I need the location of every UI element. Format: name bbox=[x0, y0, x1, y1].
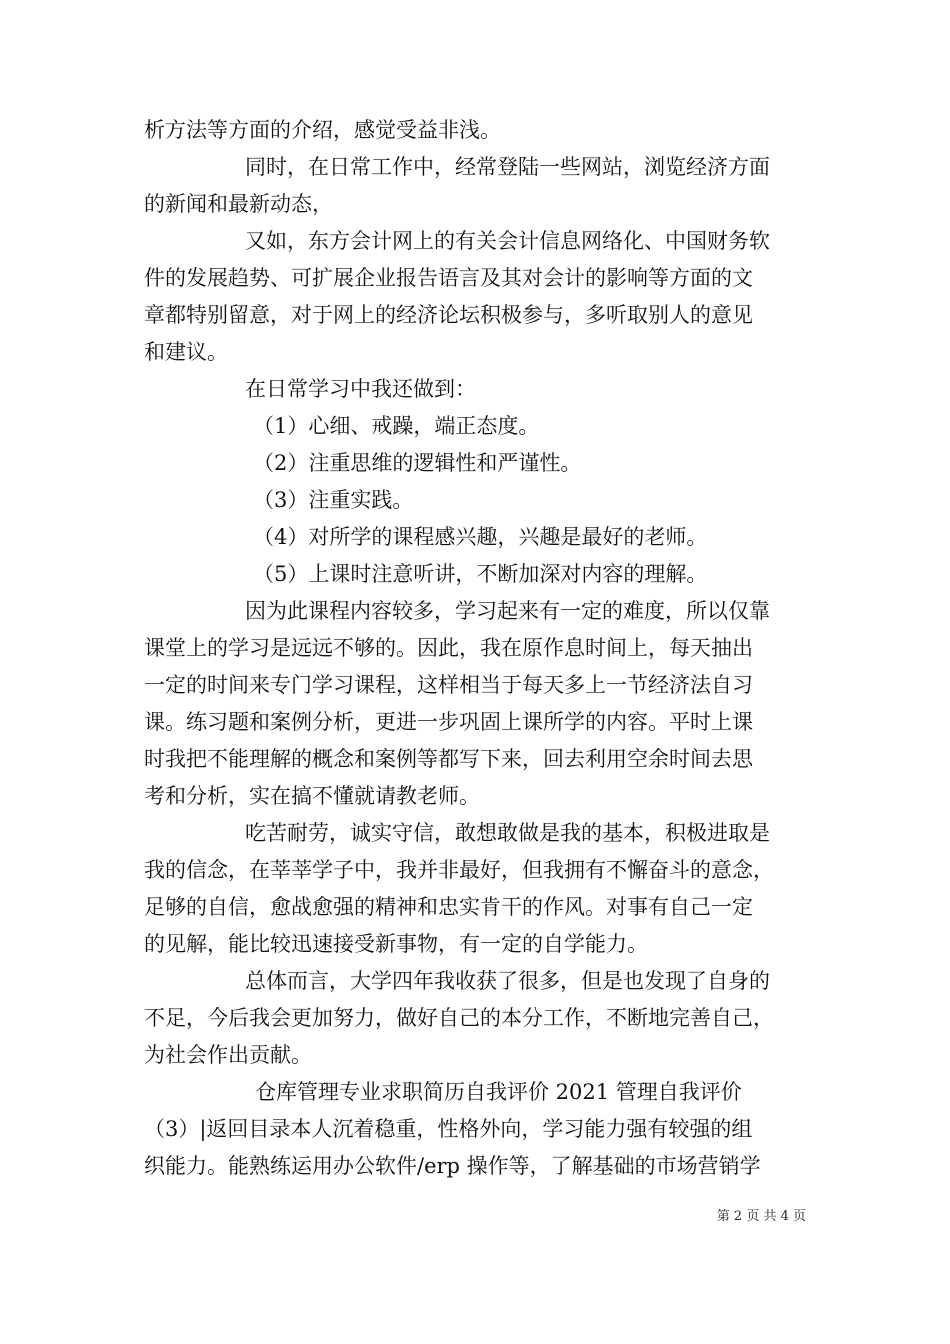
text-line: 考和分析，实在搞不懂就请教老师。 bbox=[144, 784, 480, 808]
text-line: 吃苦耐劳，诚实守信，敢想敢做是我的基本，积极进取是 bbox=[245, 821, 770, 845]
text-line: （5）上课时注意听讲，不断加深对内容的理解。 bbox=[253, 562, 708, 586]
text-line: 的见解，能比较迅速接受新事物，有一定的自学能力。 bbox=[144, 932, 648, 956]
text-line: 仓库管理专业求职简历自我评价 2021 管理自我评价 bbox=[255, 1080, 742, 1104]
text-line: 和建议。 bbox=[144, 340, 228, 364]
text-line: 同时，在日常工作中，经常登陆一些网站，浏览经济方面 bbox=[245, 155, 770, 179]
text-line: （1）心细、戒躁，端正态度。 bbox=[253, 414, 540, 438]
text-line: 件的发展趋势、可扩展企业报告语言及其对会计的影响等方面的文 bbox=[144, 266, 753, 290]
document-body bbox=[144, 112, 806, 1185]
text-line: 一定的时间来专门学习课程，这样相当于每天多上一节经济法自习 bbox=[144, 673, 753, 697]
text-line: 析方法等方面的介绍，感觉受益非浅。 bbox=[144, 118, 501, 142]
text-line: 我的信念，在莘莘学子中，我并非最好，但我拥有不懈奋斗的意念， bbox=[144, 858, 774, 882]
text-line: （2）注重思维的逻辑性和严谨性。 bbox=[253, 451, 582, 475]
text-line: 织能力。能熟练运用办公软件/erp 操作等，了解基础的市场营销学 bbox=[144, 1154, 761, 1178]
page-number: 第 2 页 共 4 页 bbox=[716, 1209, 806, 1224]
text-line: 为社会作出贡献。 bbox=[144, 1043, 312, 1067]
text-line: 不足，今后我会更加努力，做好自己的本分工作，不断地完善自己， bbox=[144, 1006, 774, 1030]
text-line: （3）注重实践。 bbox=[253, 488, 414, 512]
text-line: 课。练习题和案例分析，更进一步巩固上课所学的内容。平时上课 bbox=[144, 710, 753, 734]
text-line: 课堂上的学习是远远不够的。因此，我在原作息时间上，每天抽出 bbox=[144, 636, 753, 660]
text-line: （4）对所学的课程感兴趣，兴趣是最好的老师。 bbox=[253, 525, 708, 549]
text-line: 总体而言，大学四年我收获了很多，但是也发现了自身的 bbox=[245, 969, 770, 993]
text-line: 在日常学习中我还做到： bbox=[245, 377, 476, 401]
text-line: 章都特别留意，对于网上的经济论坛积极参与，多听取别人的意见 bbox=[144, 303, 753, 327]
text-line: 因为此课程内容较多，学习起来有一定的难度，所以仅靠 bbox=[245, 599, 770, 623]
text-line: 的新闻和最新动态， bbox=[144, 192, 333, 216]
text-line: 足够的自信，愈战愈强的精神和忠实肯干的作风。对事有自己一定 bbox=[144, 895, 753, 919]
text-line: （3）|返回目录本人沉着稳重，性格外向，学习能力强有较强的组 bbox=[144, 1117, 753, 1141]
text-line: 又如，东方会计网上的有关会计信息网络化、中国财务软 bbox=[245, 229, 770, 253]
text-line: 时我把不能理解的概念和案例等都写下来，回去利用空余时间去思 bbox=[144, 747, 753, 771]
